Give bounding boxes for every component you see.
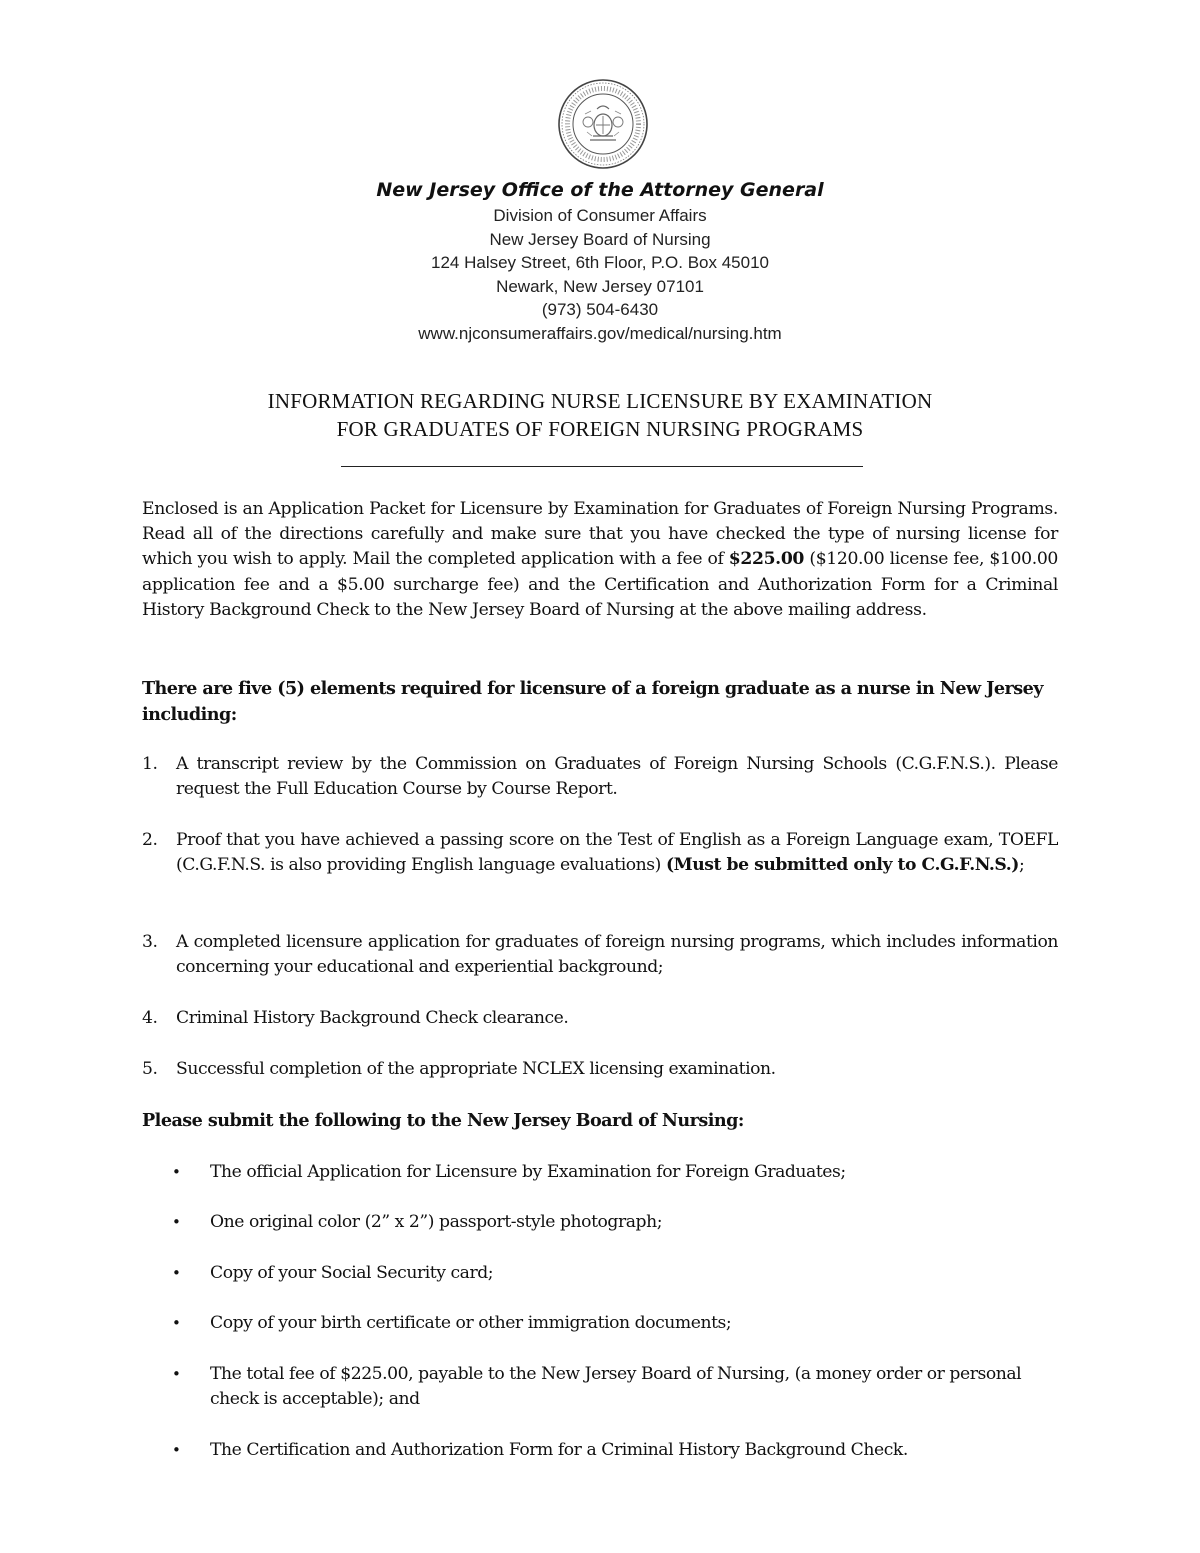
- letterhead: [0, 176, 1200, 345]
- intro-text-after-fee: ($120.00 license fee, $100.00 application fee and a $5.00 surcharge fee) and the Certification and Authorization Form for a Criminal History Background Check to the New Jersey Board of Nursing at the above mailing address.: [142, 549, 1058, 620]
- elements-heading: There are five (5) elements required for licensure of a foreign graduate as a nurse in New Jersey including:: [142, 678, 1043, 725]
- bullet-item-text: The total fee of $225.00, payable to the New Jersey Board of Nursing, (a money order or personal check is acceptable); and: [210, 1364, 1022, 1410]
- bullet-icon: •: [172, 1264, 181, 1282]
- bullet-icon: •: [172, 1314, 181, 1332]
- list-item-text-tail: ;: [1019, 855, 1025, 876]
- title-line-1: INFORMATION REGARDING NURSE LICENSURE BY EXAMINATION: [267, 389, 933, 413]
- board-name: New Jersey Board of Nursing: [489, 229, 711, 249]
- city-address: Newark, New Jersey 07101: [496, 276, 704, 296]
- title-line-2: FOR GRADUATES OF FOREIGN NURSING PROGRAMS: [336, 417, 864, 441]
- page-title: [0, 387, 1200, 443]
- list-item: [142, 752, 1058, 802]
- bullet-item-text: One original color (2” x 2”) passport-style photograph;: [210, 1212, 663, 1232]
- list-item-text: [176, 828, 1058, 878]
- list-item-text: A transcript review by the Commission on Graduates of Foreign Nursing Schools (C.G.F.N.S.). Please request the Full Education Course by Course Report.: [176, 754, 1058, 800]
- bullet-item-text: The Certification and Authorization Form for a Criminal History Background Check.: [210, 1440, 908, 1460]
- list-item-text: Successful completion of the appropriate NCLEX licensing examination.: [176, 1059, 776, 1079]
- list-item: [142, 930, 1058, 980]
- list-item: [142, 1006, 1058, 1031]
- division-name: Division of Consumer Affairs: [493, 206, 707, 225]
- list-item-text: A completed licensure application for graduates of foreign nursing programs, which includes information concerning your educational and experiential background;: [176, 932, 1058, 978]
- bullet-icon: •: [172, 1365, 181, 1383]
- street-address: 124 Halsey Street, 6th Floor, P.O. Box 45010: [431, 253, 769, 272]
- list-item-text-main: Proof that you have achieved a passing score on the Test of English as a Foreign Language exam, TOEFL (C.G.F.N.S. is also providing English language evaluations): [176, 830, 1058, 876]
- phone-number: (973) 504-6430: [541, 300, 659, 319]
- list-item-number: 1.: [142, 754, 158, 774]
- list-item-number: 5.: [142, 1059, 158, 1079]
- list-item-number: 4.: [142, 1008, 158, 1028]
- agency-name: New Jersey Office of the Attorney General: [376, 179, 824, 201]
- bullet-item: [172, 1311, 1058, 1336]
- bullet-icon: •: [172, 1213, 181, 1231]
- list-item-number: 2.: [142, 830, 158, 850]
- list-item: [142, 828, 1058, 878]
- state-seal-icon: [557, 78, 649, 170]
- title-divider: [341, 466, 863, 467]
- list-item-text-bold: (Must be submitted only to C.G.F.N.S.): [665, 855, 1019, 876]
- website-url: www.njconsumeraffairs.gov/medical/nursing.htm: [418, 323, 782, 343]
- intro-paragraph: [142, 497, 1058, 623]
- bullet-item: [172, 1160, 1058, 1185]
- bullet-icon: •: [172, 1441, 181, 1459]
- bullet-item: [172, 1210, 1058, 1235]
- list-item: [142, 1057, 1058, 1082]
- list-item-text: Criminal History Background Check clearance.: [176, 1008, 569, 1028]
- intro-fee: $225.00: [728, 549, 805, 570]
- bullet-icon: •: [172, 1163, 181, 1181]
- bullet-item-text: Copy of your Social Security card;: [210, 1263, 494, 1283]
- submit-heading: Please submit the following to the New Jersey Board of Nursing:: [142, 1110, 744, 1131]
- bullet-item: [172, 1362, 1058, 1412]
- bullet-item-text: Copy of your birth certificate or other immigration documents;: [210, 1313, 732, 1333]
- bullet-item-text: The official Application for Licensure by Examination for Foreign Graduates;: [210, 1162, 846, 1182]
- bullet-item: [172, 1438, 1058, 1463]
- intro-text-before-fee: Enclosed is an Application Packet for Licensure by Examination for Graduates of Foreign Nursing Programs. Read all of the directions carefully and make sure that you have checked the type of nursing license for which you wish to apply. Mail the completed application with a fee of: [142, 499, 1058, 570]
- bullet-item: [172, 1261, 1058, 1286]
- list-item-number: 3.: [142, 932, 158, 952]
